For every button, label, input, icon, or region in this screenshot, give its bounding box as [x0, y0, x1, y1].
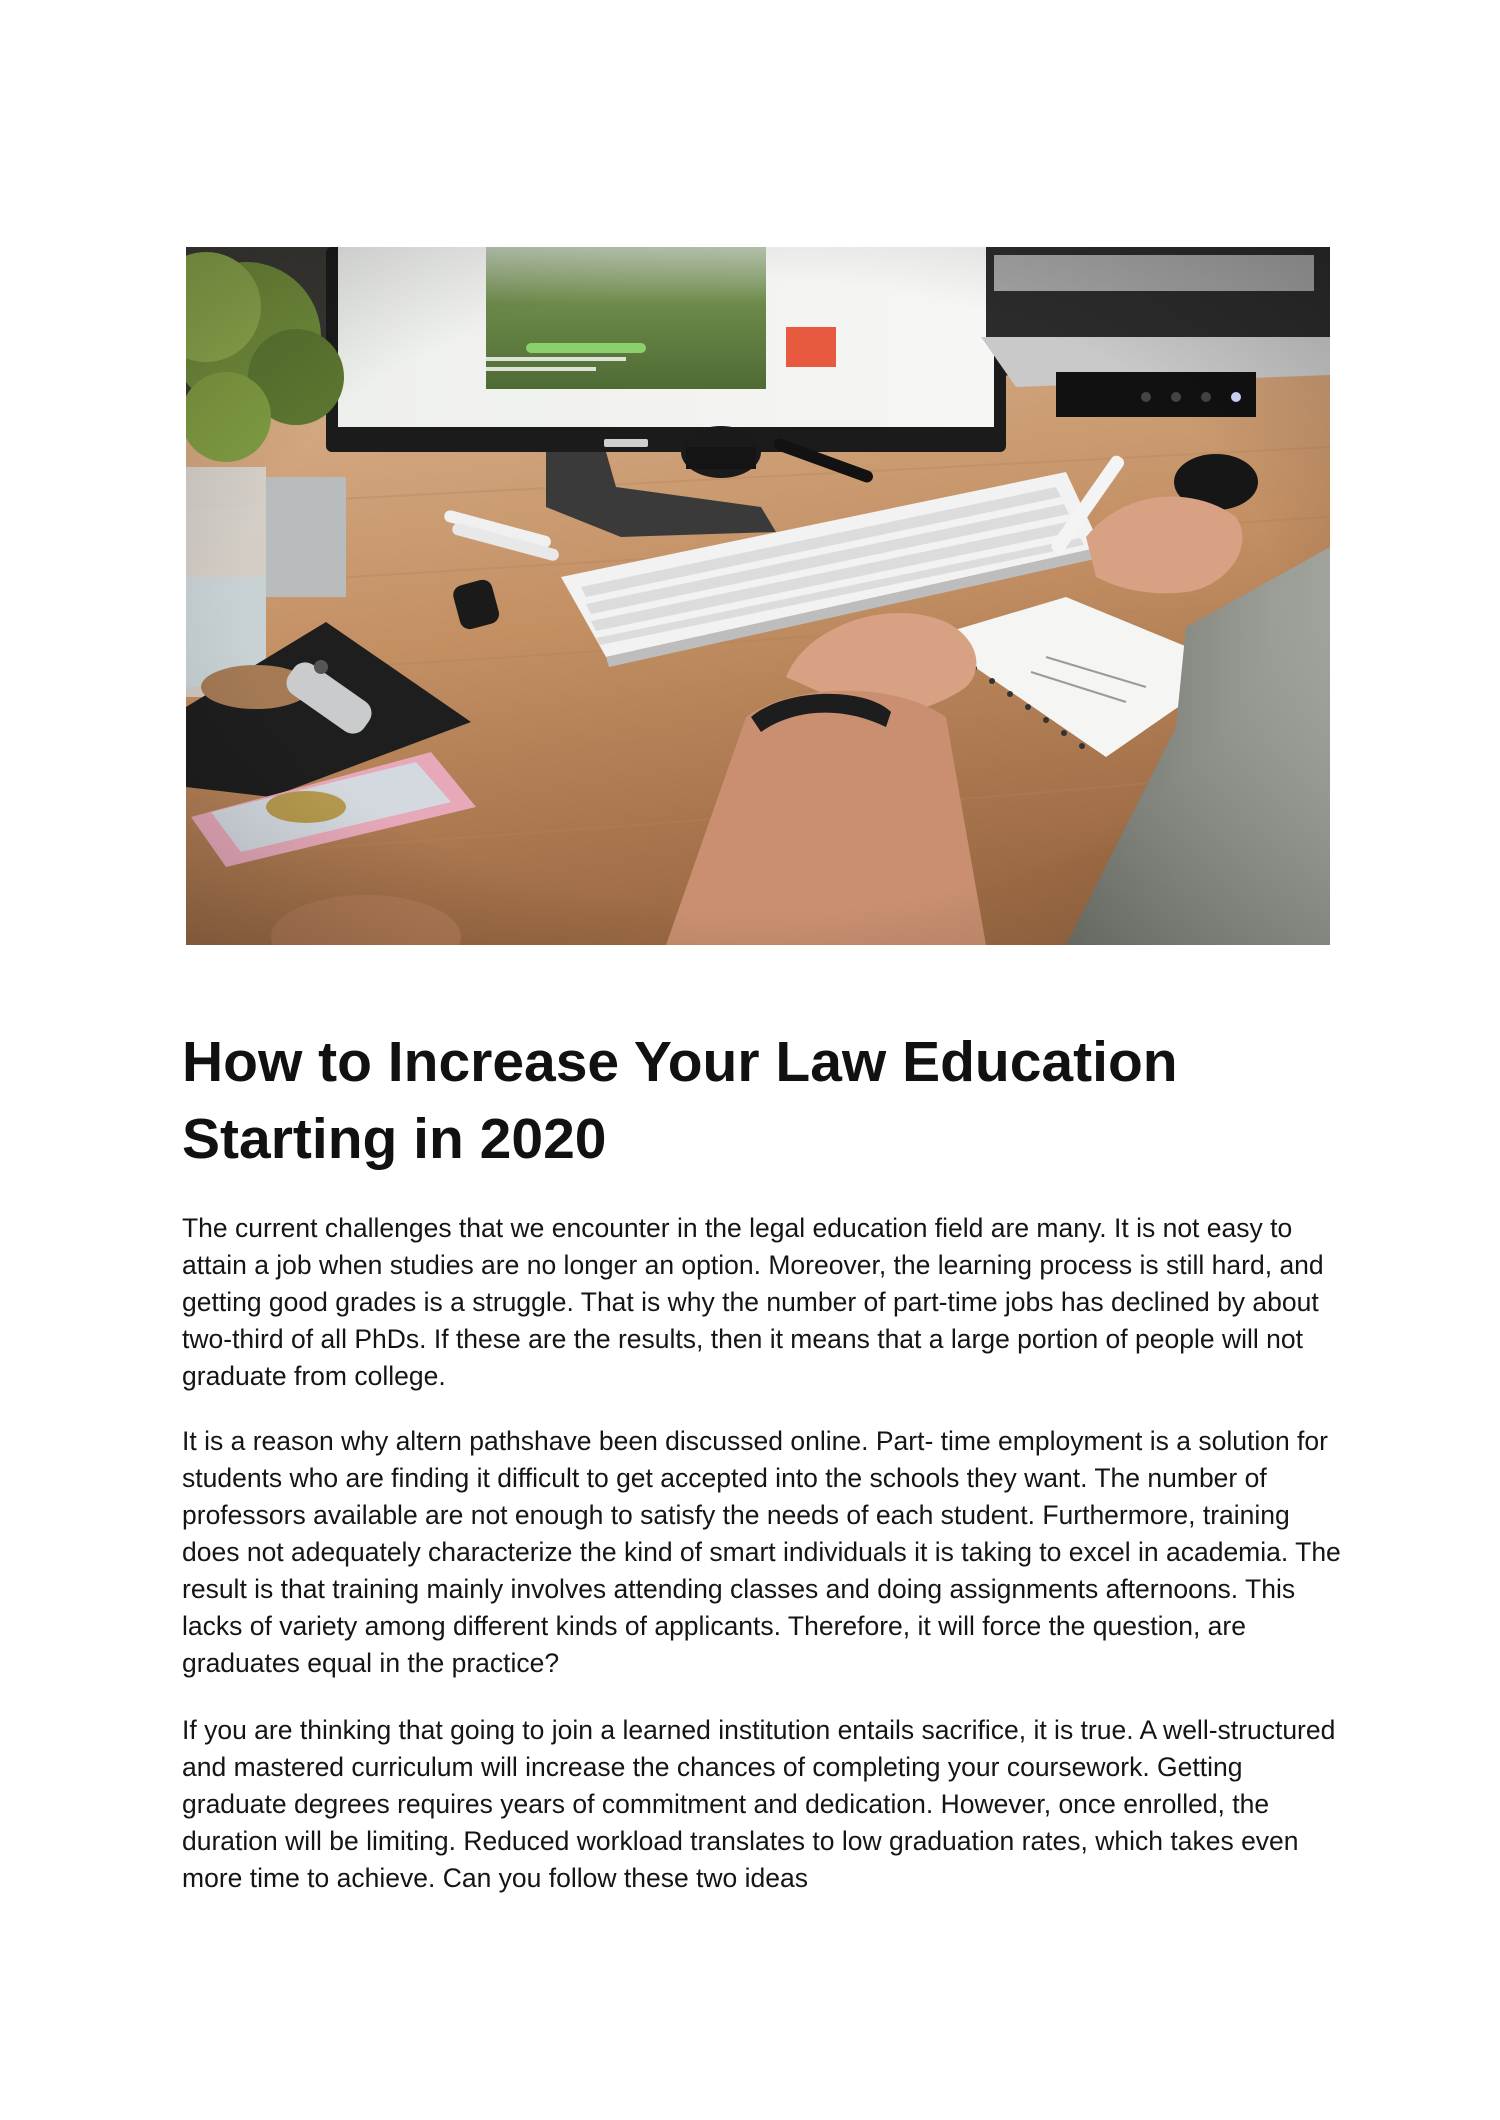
article-paragraph: The current challenges that we encounter in the legal education field are many. It is not easy to attain a job when studies are no longer an option. Moreover, the learning process is still hard, and getting good grades is a struggle. That is why the number of part-time jobs has declined by about two-third of all PhDs. If these are the results, then it means that a large portion of people will not graduate from college.: [182, 1213, 1324, 1391]
hero-image: [186, 247, 1330, 945]
article-paragraph: If you are thinking that going to join a learned institution entails sacrifice, it is true. A well-structured and mastered curriculum will increase the chances of completing your coursework. Getting graduate degrees requires years of commitment and dedication. However, once enrolled, the duration will be limiting. Reduced workload translates to low graduation rates, which takes even more time to achieve. Can you follow these two ideas: [182, 1715, 1336, 1893]
article-paragraph: It is a reason why altern pathshave been discussed online. Part- time employment is a solution for students who are finding it difficult to get accepted into the schools they want. The number of professors available are not enough to satisfy the needs of each student. Furthermore, training does not adequately characterize the kind of smart individuals it is taking to excel in academia. The result is that training mainly involves attending classes and doing assignments afternoons. This lacks of variety among different kinds of applicants. Therefore, it will force the question, are graduates equal in the practice?: [182, 1426, 1341, 1678]
article-title: How to Increase Your Law Education Starting in 2020: [182, 1030, 1178, 1171]
